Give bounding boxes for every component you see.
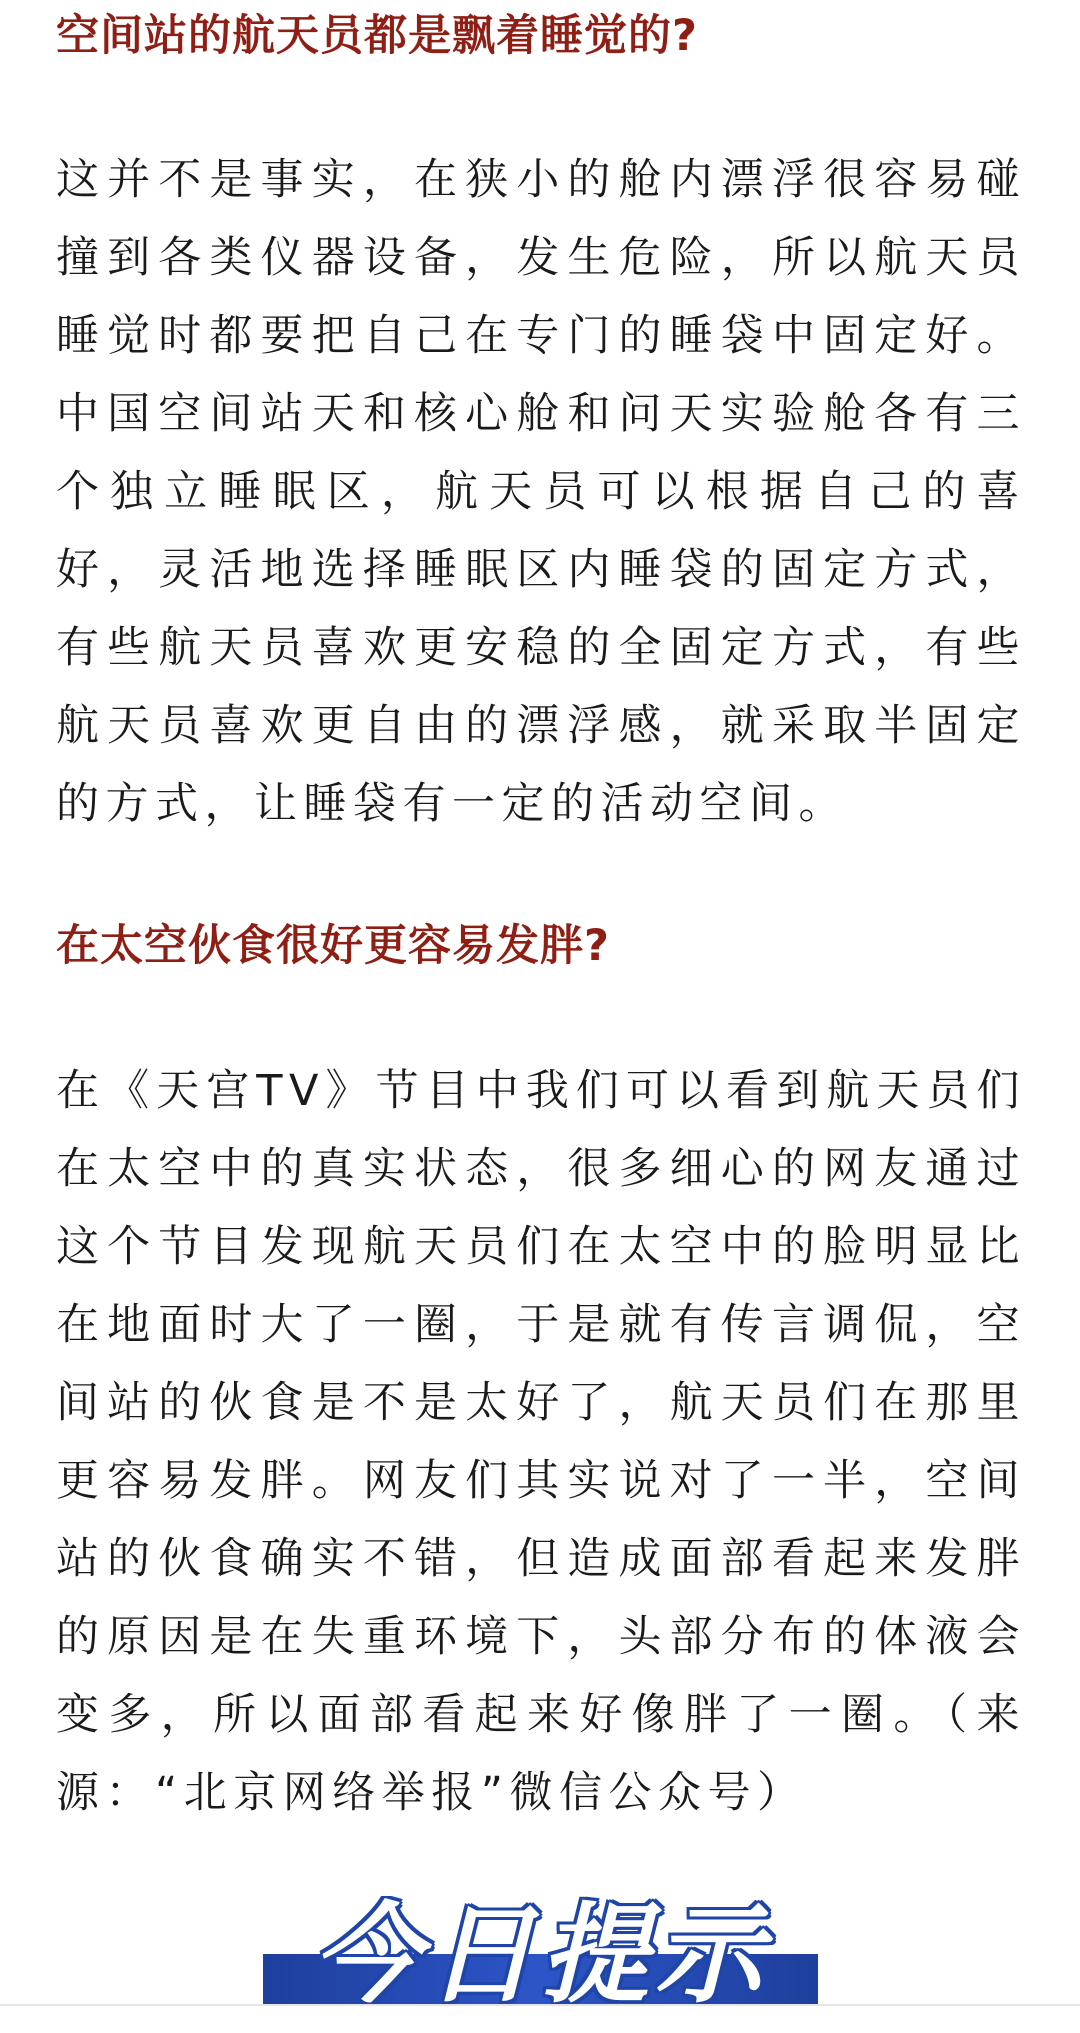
section-paragraph-sleep: 这并不是事实，在狭小的舱内漂浮很容易碰撞到各类仪器设备，发生危险，所以航天员睡觉时都要把自己在专门的睡袋中固定好。中国空间站天和核心舱和问天实验舱各有三个独立睡眠区，航天员可以根据自己的喜好，灵活地选择睡眠区内睡袋的固定方式，有些航天员喜欢更安稳的全固定方式，有些航天员喜欢更自由的漂浮感，就采取半固定的方式，让睡袋有一定的活动空间。 [56,155,1026,829]
divider [0,2004,1080,2006]
section-heading-diet: 在太空伙食很好更容易发胖? [56,921,610,971]
today-tip-banner [263,1896,818,2004]
banner-title: 今日提示 [312,1896,769,2004]
section-paragraph-diet: 在《天宫TV》节目中我们可以看到航天员们在太空中的真实状态，很多细心的网友通过这个节目发现航天员们在太空中的脸明显比在地面时大了一圈，于是就有传言调侃，空间站的伙食是不是太好了，航天员们在那里更容易发胖。网友们其实说对了一半，空间站的伙食确实不错，但造成面部看起来发胖的原因是在失重环境下，头部分布的体液会变多，所以面部看起来好像胖了一圈。（来源：“北京网络举报”微信公众号） [56,1066,1026,1818]
section-heading-sleep: 空间站的航天员都是飘着睡觉的? [56,11,698,61]
